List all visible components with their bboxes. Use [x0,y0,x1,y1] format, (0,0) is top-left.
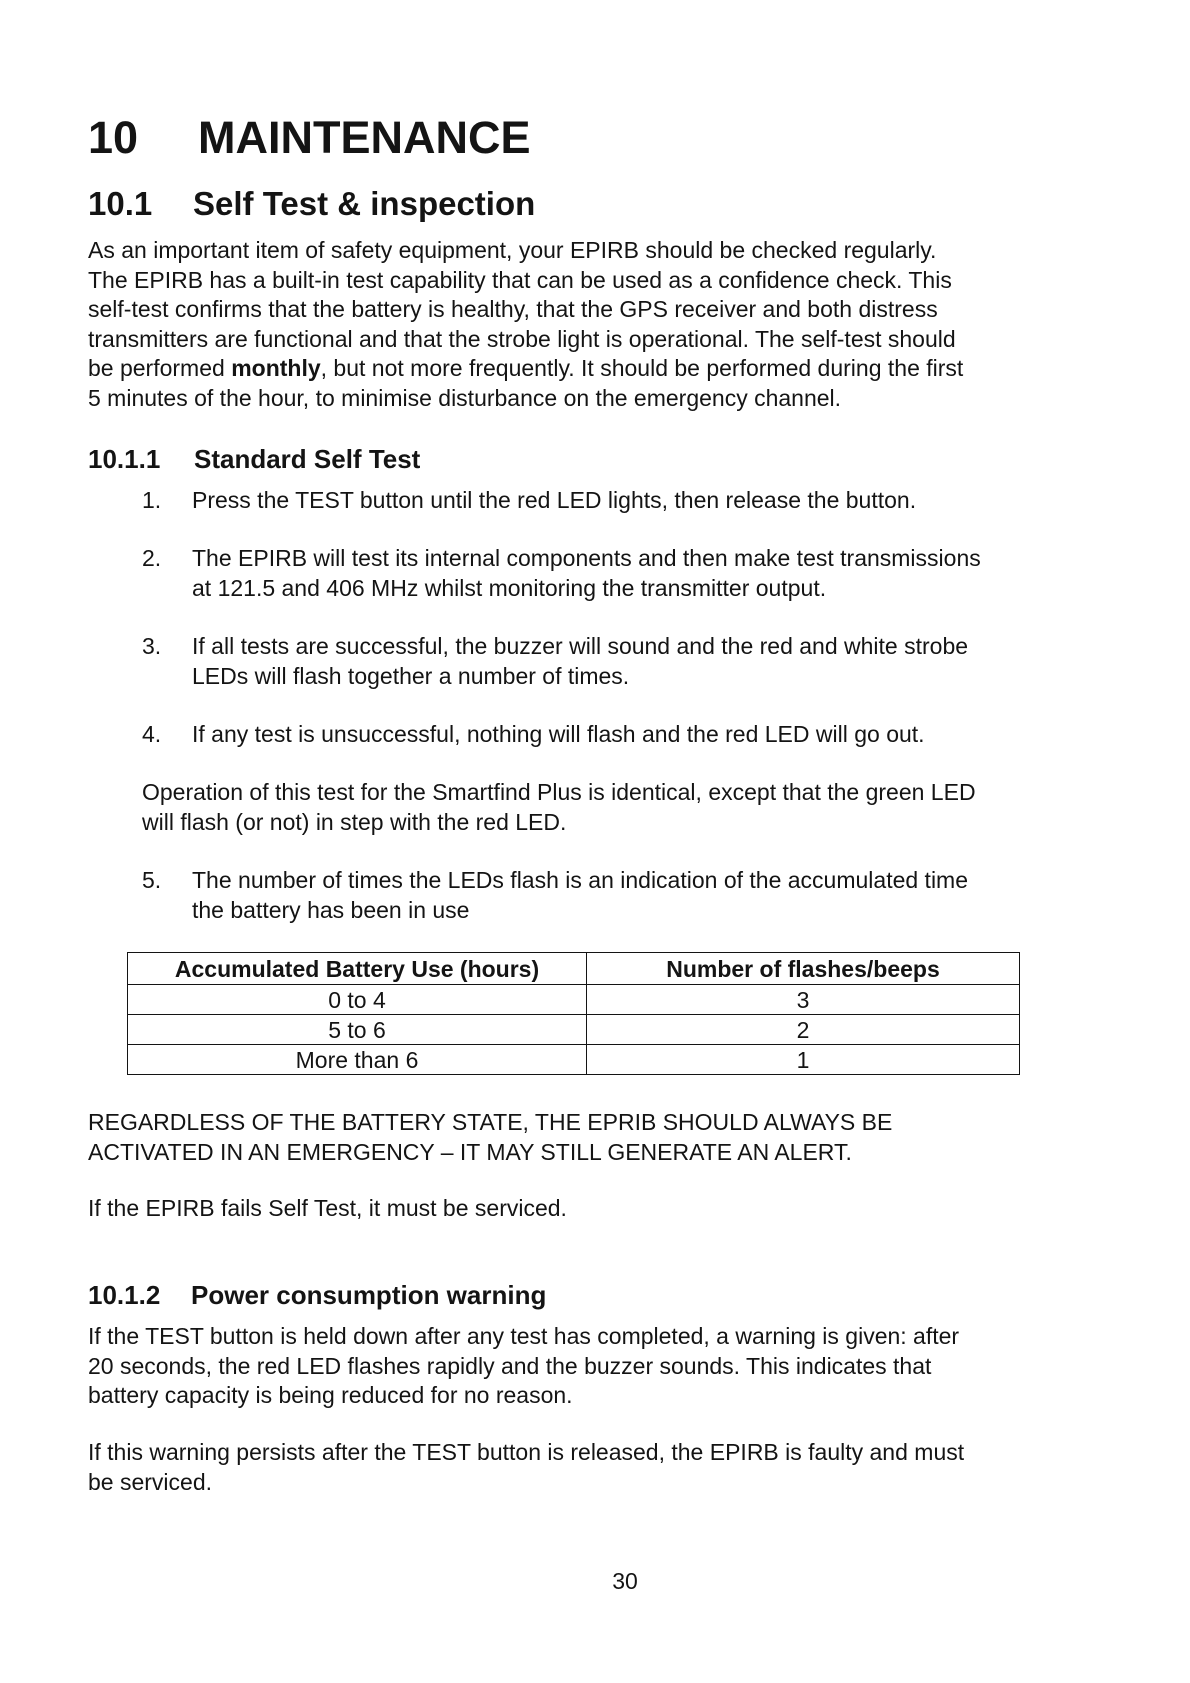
table-row [128,985,1020,1015]
note-line: Operation of this test for the Smartfind Plus is identical, except that the green LED [142,779,976,805]
intro-line: As an important item of safety equipment, your EPIRB should be checked regularly. [88,237,937,263]
intro-text: be performed [88,355,232,381]
emergency-warning [88,1108,892,1167]
list-text [192,866,968,925]
section-heading [88,182,535,226]
chapter-number: 10 [88,112,139,163]
warning-line: REGARDLESS OF THE BATTERY STATE, THE EPRIB SHOULD ALWAYS BE [88,1109,893,1135]
self-test-fail-note: If the EPIRB fails Self Test, it must be serviced. [88,1195,567,1221]
table-cell: More than 6 [128,1045,587,1075]
list-line: the battery has been in use [192,896,470,923]
section-number: 10.1 [88,185,153,222]
subsection-number: 10.1.1 [88,444,161,474]
intro-line: 5 minutes of the hour, to minimise disturbance on the emergency channel. [88,384,842,411]
list-number: 1. [142,487,162,513]
list-number: 2. [142,545,162,571]
subsection-title: Power consumption warning [191,1280,547,1310]
list-line: Press the TEST button until the red LED lights, then release the button. [192,487,917,513]
table-row [128,1015,1020,1045]
subsection-title: Standard Self Test [194,444,421,474]
intro-text: , but not more frequently. It should be performed during the first [320,355,964,381]
chapter-title: MAINTENANCE [198,112,531,163]
paragraph-line: If the TEST button is held down after any test has completed, a warning is given: after [88,1323,960,1349]
list-line: LEDs will flash together a number of times. [192,662,630,689]
list-line: If any test is unsuccessful, nothing will flash and the red LED will go out. [192,721,925,747]
table-cell: 5 to 6 [128,1015,587,1045]
list-number: 5. [142,867,162,893]
list-text [192,720,925,750]
list-number: 4. [142,721,162,747]
list-text [192,486,916,516]
table-cell: 1 [587,1045,1020,1075]
subsection-heading-power-consumption [88,1278,546,1312]
battery-usage-table [127,952,1020,1075]
table-row [128,1045,1020,1075]
smartfind-note [142,778,976,837]
faulty-epirb-paragraph [88,1438,964,1497]
note-line: will flash (or not) in step with the red LED. [142,808,567,835]
intro-line: self-test confirms that the battery is healthy, that the GPS receiver and both distress [88,296,938,322]
list-line: The EPIRB will test its internal components and then make test transmissions [192,545,981,571]
table-cell: 3 [587,985,1020,1015]
section-title: Self Test & inspection [193,185,536,222]
paragraph-line: If this warning persists after the TEST button is released, the EPIRB is faulty and must [88,1439,965,1465]
power-warning-paragraph [88,1322,959,1411]
intro-emphasis: monthly [231,355,321,381]
subsection-heading-standard-self-test [88,442,420,476]
table-cell: 0 to 4 [128,985,587,1015]
list-text [192,544,981,603]
list-line: at 121.5 and 406 MHz whilst monitoring the transmitter output. [192,574,827,601]
subsection-number: 10.1.2 [88,1280,161,1310]
paragraph-line: be serviced. [88,1468,213,1495]
list-text [192,632,968,691]
intro-line: transmitters are functional and that the strobe light is operational. The self-test should [88,325,956,352]
table-cell: 2 [587,1015,1020,1045]
intro-paragraph [88,236,963,413]
table-header-row [128,953,1020,985]
list-line: The number of times the LEDs flash is an indication of the accumulated time [192,867,969,893]
table-header-cell: Number of flashes/beeps [587,953,1020,985]
table-header-cell: Accumulated Battery Use (hours) [128,953,587,985]
warning-line: ACTIVATED IN AN EMERGENCY – IT MAY STILL GENERATE AN ALERT. [88,1138,852,1165]
page-number: 30 [612,1568,638,1594]
intro-line [88,354,963,384]
paragraph-line: 20 seconds, the red LED flashes rapidly and the buzzer sounds. This indicates that [88,1352,932,1379]
intro-line: The EPIRB has a built-in test capability that can be used as a confidence check. This [88,266,952,293]
list-line: If all tests are successful, the buzzer will sound and the red and white strobe [192,633,969,659]
list-number: 3. [142,633,162,659]
paragraph-line: battery capacity is being reduced for no reason. [88,1382,573,1408]
chapter-heading [88,108,531,168]
